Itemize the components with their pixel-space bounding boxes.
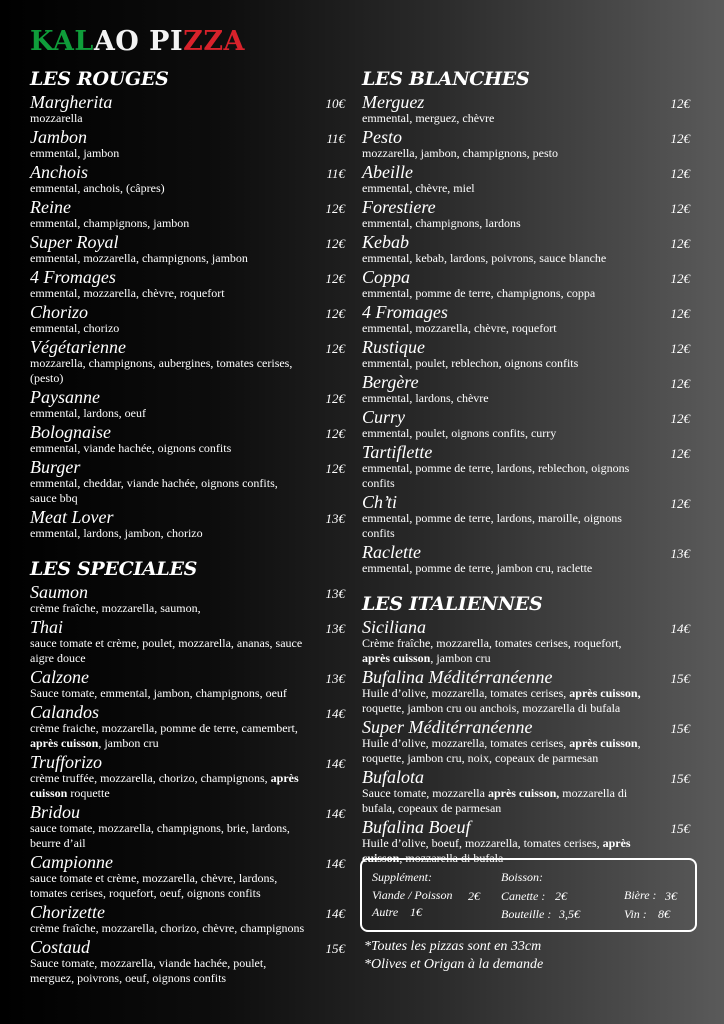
bouteille-price: 3,5€ — [559, 907, 580, 921]
note-olives: *Olives et Origan à la demande — [364, 957, 544, 972]
menu-item: Jambon emmental, jambon 11€ — [30, 127, 345, 160]
menu-item: Bridou sauce tomate, mozzarella, champignons, brie, lardons, beurre d’ail 14€ — [30, 802, 345, 850]
canette-label: Canette : — [501, 889, 546, 903]
menu-item: Campionne sauce tomate et crème, mozzarella, chèvre, lardons, tomates cerises, roquefort, oeuf, oignons confits 14€ — [30, 852, 345, 900]
menu-item: Abeille emmental, chèvre, miel 12€ — [362, 162, 690, 195]
menu-item: Pesto mozzarella, jambon, champignons, pesto 12€ — [362, 127, 690, 160]
vin-label: Vin : — [624, 907, 647, 921]
menu-item: Forestiere emmental, champignons, lardons 12€ — [362, 197, 690, 230]
menu-item: Calzone Sauce tomate, emmental, jambon, champignons, oeuf 13€ — [30, 667, 345, 700]
restaurant-logo: KALAO PIZZA — [30, 26, 245, 57]
menu-item: Tartiflette emmental, pomme de terre, lardons, reblechon, oignons confits 12€ — [362, 442, 690, 490]
viande-price: 2€ — [468, 889, 480, 903]
vin-price: 8€ — [658, 907, 670, 921]
biere-price: 3€ — [665, 889, 677, 903]
menu-item: Rustique emmental, poulet, reblechon, oignons confits 12€ — [362, 337, 690, 370]
menu-item: Ch’ti emmental, pomme de terre, lardons, maroille, oignons confits 12€ — [362, 492, 690, 540]
menu-item: Reine emmental, champignons, jambon 12€ — [30, 197, 345, 230]
supplement-title: Supplément: — [372, 870, 432, 884]
menu-item: Thai sauce tomate et crème, poulet, mozzarella, ananas, sauce aigre douce 13€ — [30, 617, 345, 665]
menu-item: Bufalina Boeuf Huile d’olive, boeuf, mozzarella, tomates cerises, après cuisson, mozzarella di bufala 15€ — [362, 817, 690, 865]
canette-price: 2€ — [555, 889, 567, 903]
biere-label: Bière : — [624, 888, 657, 902]
menu-item: Burger emmental, cheddar, viande hachée, oignons confits, sauce bbq 12€ — [30, 457, 345, 505]
menu-item: Raclette emmental, pomme de terre, jambon cru, raclette 13€ — [362, 542, 690, 575]
menu-item: Curry emmental, poulet, oignons confits, curry 12€ — [362, 407, 690, 440]
menu-item: Végétarienne mozzarella, champignons, aubergines, tomates cerises, (pesto) 12€ — [30, 337, 345, 385]
section-title-speciales: LES SPECIALES — [30, 558, 198, 580]
section-title-blanches: LES BLANCHES — [362, 68, 530, 90]
note-size: *Toutes les pizzas sont en 33cm — [364, 939, 542, 954]
menu-item: Super Méditérranéenne Huile d’olive, mozzarella, tomates cerises, après cuisson, roquette, jambon cru, noix, copeaux de parmesan 15€ — [362, 717, 690, 765]
menu-item: Kebab emmental, kebab, lardons, poivrons, sauce blanche 12€ — [362, 232, 690, 265]
menu-item: Trufforizo crème truffée, mozzarella, chorizo, champignons, après cuisson roquette 14€ — [30, 752, 345, 800]
menu-item: Costaud Sauce tomate, mozzarella, viande hachée, poulet, merguez, poivrons, oeuf, oignons confits 15€ — [30, 937, 345, 985]
menu-item: Bufalina Méditérranéenne Huile d’olive, mozzarella, tomates cerises, après cuisson, roquette, jambon cru ou anchois, mozzarella di bufala 15€ — [362, 667, 690, 715]
menu-item: Margherita mozzarella 10€ — [30, 92, 345, 125]
autre-label: Autre — [372, 905, 399, 919]
section-title-rouges: LES ROUGES — [30, 68, 169, 90]
right-column — [362, 68, 690, 869]
autre-price: 1€ — [410, 905, 422, 919]
menu-item: Super Royal emmental, mozzarella, champignons, jambon 12€ — [30, 232, 345, 265]
menu-item: 4 Fromages emmental, mozzarella, chèvre, roquefort 12€ — [30, 267, 345, 300]
menu-item: Bergère emmental, lardons, chèvre 12€ — [362, 372, 690, 405]
extras-box — [360, 858, 697, 932]
menu-item: Merguez emmental, merguez, chèvre 12€ — [362, 92, 690, 125]
menu-item: Chorizo emmental, chorizo 12€ — [30, 302, 345, 335]
menu-item: Saumon crème fraîche, mozzarella, saumon, 13€ — [30, 582, 345, 615]
boisson-title: Boisson: — [501, 870, 543, 884]
menu-item: Paysanne emmental, lardons, oeuf 12€ — [30, 387, 345, 420]
bouteille-label: Bouteille : — [501, 907, 552, 921]
menu-item: Bufalota Sauce tomate, mozzarella après cuisson, mozzarella di bufala, copeaux de parmesan 15€ — [362, 767, 690, 815]
menu-item: 4 Fromages emmental, mozzarella, chèvre, roquefort 12€ — [362, 302, 690, 335]
viande-label: Viande / Poisson — [372, 888, 453, 902]
section-title-italiennes: LES ITALIENNES — [362, 593, 543, 615]
menu-item: Coppa emmental, pomme de terre, champignons, coppa 12€ — [362, 267, 690, 300]
menu-item: Calandos crème fraiche, mozzarella, pomme de terre, camembert, après cuisson, jambon cru 14€ — [30, 702, 345, 750]
menu-item: Meat Lover emmental, lardons, jambon, chorizo 13€ — [30, 507, 345, 540]
left-column — [30, 68, 345, 989]
footnotes — [364, 938, 543, 974]
menu-item: Chorizette crème fraîche, mozzarella, chorizo, chèvre, champignons 14€ — [30, 902, 345, 935]
menu-item: Anchois emmental, anchois, (câpres) 11€ — [30, 162, 345, 195]
menu-item: Bolognaise emmental, viande hachée, oignons confits 12€ — [30, 422, 345, 455]
menu-item: Siciliana Crème fraîche, mozzarella, tomates cerises, roquefort, après cuisson, jambon cru 14€ — [362, 617, 690, 665]
